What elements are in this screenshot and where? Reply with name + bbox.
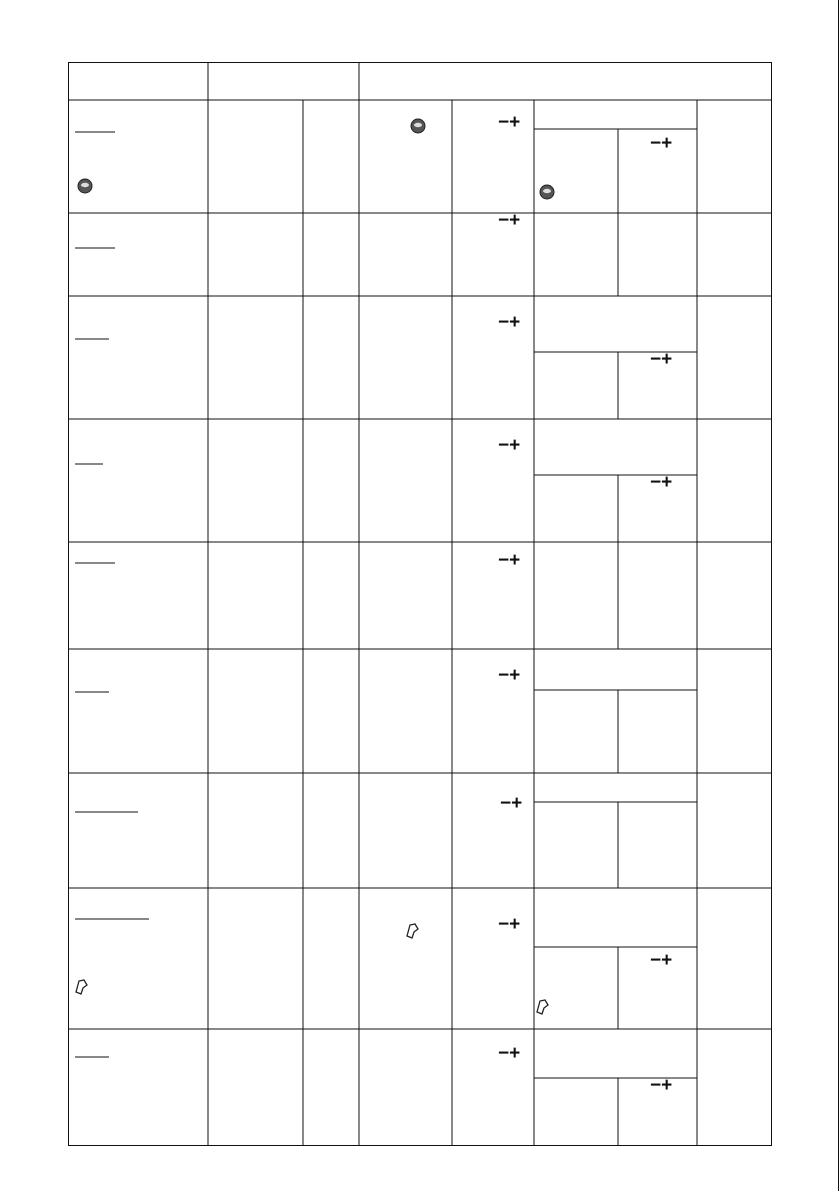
settings-table	[68, 62, 772, 1146]
handset-icon	[76, 980, 87, 994]
disc-icon	[78, 179, 92, 193]
adjust-glyph: −+	[498, 1043, 521, 1064]
adjust-glyph: −+	[650, 950, 673, 971]
adjust-glyph: −+	[498, 435, 521, 456]
adjust-glyph: −+	[650, 349, 673, 370]
adjust-glyph: −+	[498, 210, 521, 231]
adjust-glyph: −+	[498, 550, 521, 571]
adjust-glyph: −+	[500, 793, 523, 814]
adjust-glyph: −+	[650, 1075, 673, 1096]
handset-icon	[407, 924, 418, 938]
adjust-glyph: −+	[498, 312, 521, 333]
table-grid	[68, 62, 772, 1146]
adjust-glyph: −+	[650, 472, 673, 493]
disc-icon	[540, 185, 554, 199]
adjust-glyph: −+	[498, 665, 521, 686]
table-frame	[69, 63, 772, 1146]
label-underlines	[75, 132, 149, 1057]
adjust-glyph: −+	[498, 914, 521, 935]
row-icons	[76, 119, 554, 1014]
handset-icon	[537, 1000, 548, 1014]
adjust-glyphs	[498, 112, 672, 1096]
disc-icon	[411, 119, 425, 133]
adjust-glyph: −+	[498, 112, 521, 133]
adjust-glyph: −+	[650, 133, 673, 154]
